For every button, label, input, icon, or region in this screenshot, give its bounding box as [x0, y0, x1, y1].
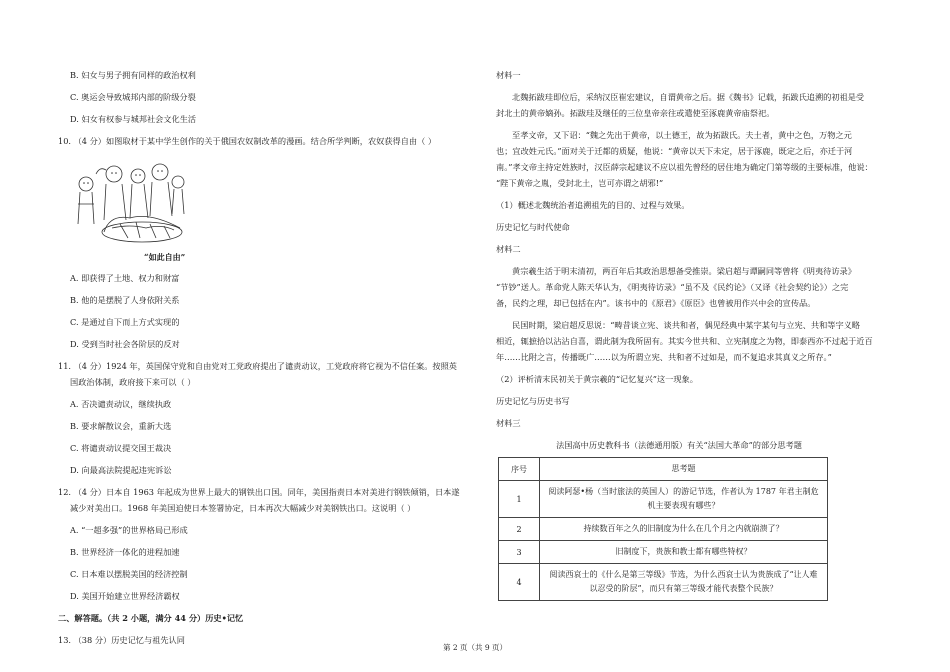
cartoon-caption: “如此自由” — [144, 252, 186, 262]
row-question: 持续数百年之久的旧制度为什么在几个月之内就崩溃了？ — [540, 518, 828, 541]
left-column — [58, 70, 470, 657]
q9-option-d: D. 妇女有权参与城邦社会文化生活 — [70, 114, 197, 124]
table-row — [499, 541, 828, 564]
row-num: 2 — [499, 518, 540, 541]
table-row — [499, 481, 828, 518]
row-num: 1 — [499, 481, 540, 518]
table-caption: 法国高中历史教科书（法德通用版）有关“法国大革命”的部分思考题 — [556, 440, 802, 450]
q11-option-c: C. 将谴责动议提交国王裁决 — [70, 443, 172, 453]
q10-option-d: D. 受到当时社会各阶层的反对 — [70, 339, 180, 349]
q9-option-c: C. 奥运会导致城邦内部的阶级分裂 — [70, 92, 196, 102]
q10-option-b: B. 他的是摆脱了人身依附关系 — [70, 295, 180, 305]
material-1-p2-line3: 南。”孝文帝主持定姓族时，汉臣薛宗起建议不应以祖先曾经的居住地为确定门第等级的主要标准，他说： — [496, 162, 873, 172]
section-memory-mission: 历史记忆与时代使命 — [496, 222, 570, 232]
material-2-p2-line1: 民国时期，梁启超反思说：“畴昔谈立宪、谈共和者，偶见经典中某字某句与立宪、共和等字义略 — [512, 320, 861, 330]
row-num: 4 — [499, 564, 540, 601]
material-1-p1-line1: 北魏拓跋珪即位后，采纳汉臣崔宏建议，自谓黄帝之后。据《魏书》记载，拓跋氏追溯的初祖是受 — [512, 92, 865, 102]
q13-stem: 13. （38 分）历史记忆与祖先认同 — [58, 635, 185, 645]
q10-option-c: C. 是通过自下而上方式实现的 — [70, 317, 180, 327]
row-question: 阅读阿瑟•杨（当时旅法的英国人）的游记节选，作者认为 1787 年君主制危机主要表现有哪些？ — [540, 481, 828, 518]
material-2-p1-line1: 黄宗羲生活于明末清初，两百年后其政治思想备受推崇。梁启超与谭嗣同等曾将《明夷待访录》 — [512, 266, 856, 276]
table-header-num: 序号 — [499, 458, 540, 481]
right-column — [496, 70, 892, 601]
material-1-p2-line2: 也；宜改姓元氏。”面对关于迁都的质疑，他说：“黄帝以天下未定，居于涿鹿，既定之后，亦迁于河 — [496, 146, 853, 156]
serf-reform-cartoon — [70, 154, 190, 246]
q11-stem-line2: 国政治体制，政府接下来可以（ ） — [70, 377, 196, 387]
q10-option-a: A. 即获得了土地、权力和财富 — [70, 273, 180, 283]
q10-stem: 10. （4 分）如图取材于某中学生创作的关于俄国农奴制改革的漫画。结合所学判断，农奴获得自由（ ） — [58, 136, 437, 146]
material-1-p2-line4: “陛下黄帝之胤，受封北土，岂可亦谓之胡邪!” — [496, 178, 664, 188]
q12-stem-line2: 减少对美出口。1968 年美国迫使日本签署协定，日本再次大幅减少对美钢铁出口。这说明（ ） — [70, 503, 416, 513]
q12-option-a: A. “一超多强”的世界格局已形成 — [70, 525, 188, 535]
material-2-title: 材料二 — [496, 244, 521, 254]
material-1-title: 材料一 — [496, 70, 521, 80]
q12-stem-line1: 12. （4 分）日本自 1963 年起成为世界上最大的钢铁出口国。同年，美国指责日本对美进行钢铁倾销，日本遂 — [58, 487, 460, 497]
table-header-row — [499, 458, 828, 481]
table-row — [499, 518, 828, 541]
section-memory-writing: 历史记忆与历史书写 — [496, 396, 570, 406]
q12-option-d: D. 美国开始建立世界经济霸权 — [70, 591, 180, 601]
q11-option-a: A. 否决谴责动议，继续执政 — [70, 399, 172, 409]
material-2-p1-line3: 备，民约之理，却已包括在内”。该书中的《原君》《原臣》也曾被用作兴中会的宣传品。 — [496, 298, 816, 308]
q12-option-c: C. 日本难以摆脱美国的经济控制 — [70, 569, 188, 579]
questions-table — [498, 457, 828, 601]
row-num: 3 — [499, 541, 540, 564]
row-question: 阅读西哀士的《什么是第三等级》节选，为什么西哀士认为贵族成了“让人难以忍受的阶层”，而只有第三等级才能代表整个民族？ — [540, 564, 828, 601]
question-1: （1）概述北魏统治者追溯祖先的目的、过程与效果。 — [496, 200, 690, 210]
question-2: （2）评析清末民初关于黄宗羲的“记忆复兴”这一现象。 — [496, 374, 698, 384]
material-2-p2-line3: 年……比附之言，传播既广……以为所谓立宪、共和者不过如是，而不复追求其真义之所存。” — [496, 352, 832, 362]
material-2-p2-line2: 相近，辄摭拾以沾沾自喜，谓此制为我所固有。其实今世共和、立宪制度之为物，即泰西亦不过起于近百 — [496, 336, 873, 346]
page-footer: 第 2 页（共 9 页） — [442, 643, 508, 652]
material-1-p1-line2: 封北土的黄帝嫡孙。拓跋珪及继任的三位皇帝亲往或遣使至涿鹿黄帝庙祭祀。 — [496, 108, 775, 118]
q11-option-d: D. 向最高法院提起违宪诉讼 — [70, 465, 172, 475]
material-3-title: 材料三 — [496, 418, 521, 428]
material-2-p1-line2: “节钞”送人。革命党人陈天华认为，《明夷待访录》“虽不及《民约论》（又译《社会契约论》）之完 — [496, 282, 849, 292]
material-1-p2-line1: 至孝文帝，又下诏：“魏之先出于黄帝，以土德王，故为拓跋氏。夫土者，黄中之色，万物之元 — [512, 130, 852, 140]
table-row — [499, 564, 828, 601]
q12-option-b: B. 世界经济一体化的进程加速 — [70, 547, 180, 557]
q9-option-b: B. 妇女与男子拥有同样的政治权利 — [70, 70, 196, 80]
table-header-question: 思考题 — [540, 458, 828, 481]
q11-stem-line1: 11. （4 分）1924 年，英国保守党和自由党对工党政府提出了谴责动议，工党政府将它视为不信任案。按照英 — [58, 361, 457, 371]
section-2-heading: 二、解答题。（共 2 小题，满分 44 分）历史•记忆 — [58, 613, 244, 623]
row-question: 旧制度下，贵族和教士都有哪些特权？ — [540, 541, 828, 564]
q11-option-b: B. 要求解散议会，重新大选 — [70, 421, 172, 431]
